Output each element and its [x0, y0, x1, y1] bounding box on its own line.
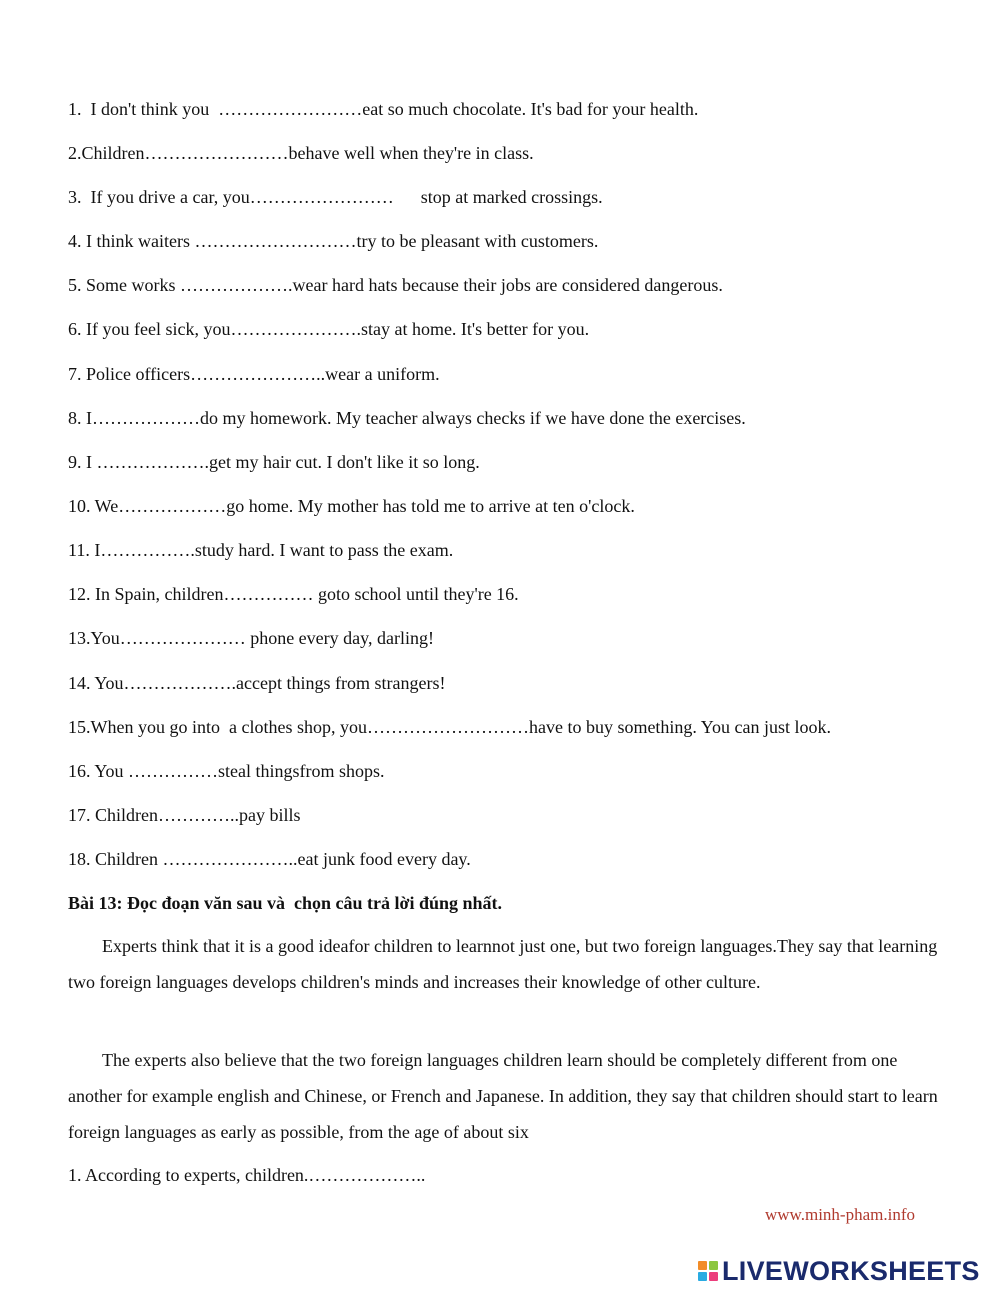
liveworksheets-icon [698, 1261, 718, 1281]
exercise-line-1: 1. I don't think you ……………………eat so much chocolate. It's bad for your health. [68, 99, 699, 119]
exercise-line-14: 14. You……………….accept things from strangers! [68, 673, 446, 693]
exercise-line-13: 13.You………………… phone every day, darling! [68, 628, 434, 648]
website-link: www.minh-pham.info [765, 1205, 915, 1224]
reading-passage [68, 928, 938, 1000]
exercise-line-4: 4. I think waiters ………………………try to be pleasant with customers. [68, 231, 599, 251]
exercise-line-11: 11. I…………….study hard. I want to pass the exam. [68, 540, 454, 560]
exercise-line-8: 8. I………………do my homework. My teacher always checks if we have done the exercises. [68, 408, 746, 428]
exercise-line-10: 10. We………………go home. My mother has told me to arrive at ten o'clock. [68, 496, 635, 516]
question-1: 1. According to experts, children.……………….. [68, 1165, 426, 1185]
exercise-line-7: 7. Police officers…………………..wear a uniform. [68, 364, 440, 384]
liveworksheets-logo [698, 1256, 980, 1286]
exercise-line-9: 9. I ……………….get my hair cut. I don't like it so long. [68, 452, 480, 472]
exercise-line-5: 5. Some works ……………….wear hard hats because their jobs are considered dangerous. [68, 275, 723, 295]
exercise-line-15: 15.When you go into a clothes shop, you………………………have to buy something. You can just look. [68, 717, 831, 737]
exercise-line-6: 6. If you feel sick, you………………….stay at home. It's better for you. [68, 319, 590, 339]
exercise-line-16: 16. You ……………steal thingsfrom shops. [68, 761, 385, 781]
exercise-line-17: 17. Children…………..pay bills [68, 805, 301, 825]
reading-passage-2 [68, 1042, 938, 1150]
paragraph-1: Experts think that it is a good ideafor children to learnnot just one, but two foreign languages.They say that learning two foreign languages develops children's minds and increases their knowledge of other culture. [68, 936, 938, 992]
paragraph-2: The experts also believe that the two foreign languages children learn should be completely different from one another for example english and Chinese, or French and Japanese. In addition, they say that children should start to learn foreign languages as early as possible, from the age of about six [68, 1050, 938, 1142]
exercise-line-18: 18. Children …………………..eat junk food every day. [68, 849, 471, 869]
brand-name: LIVEWORKSHEETS [722, 1255, 980, 1286]
exercise-line-2: 2.Children……………………behave well when they're in class. [68, 143, 534, 163]
exercise-line-3: 3. If you drive a car, you…………………… stop at marked crossings. [68, 187, 603, 207]
exercise-line-12: 12. In Spain, children…………… goto school until they're 16. [68, 584, 519, 604]
section-title: Bài 13: Đọc đoạn văn sau và chọn câu trả lời đúng nhất. [68, 893, 503, 913]
